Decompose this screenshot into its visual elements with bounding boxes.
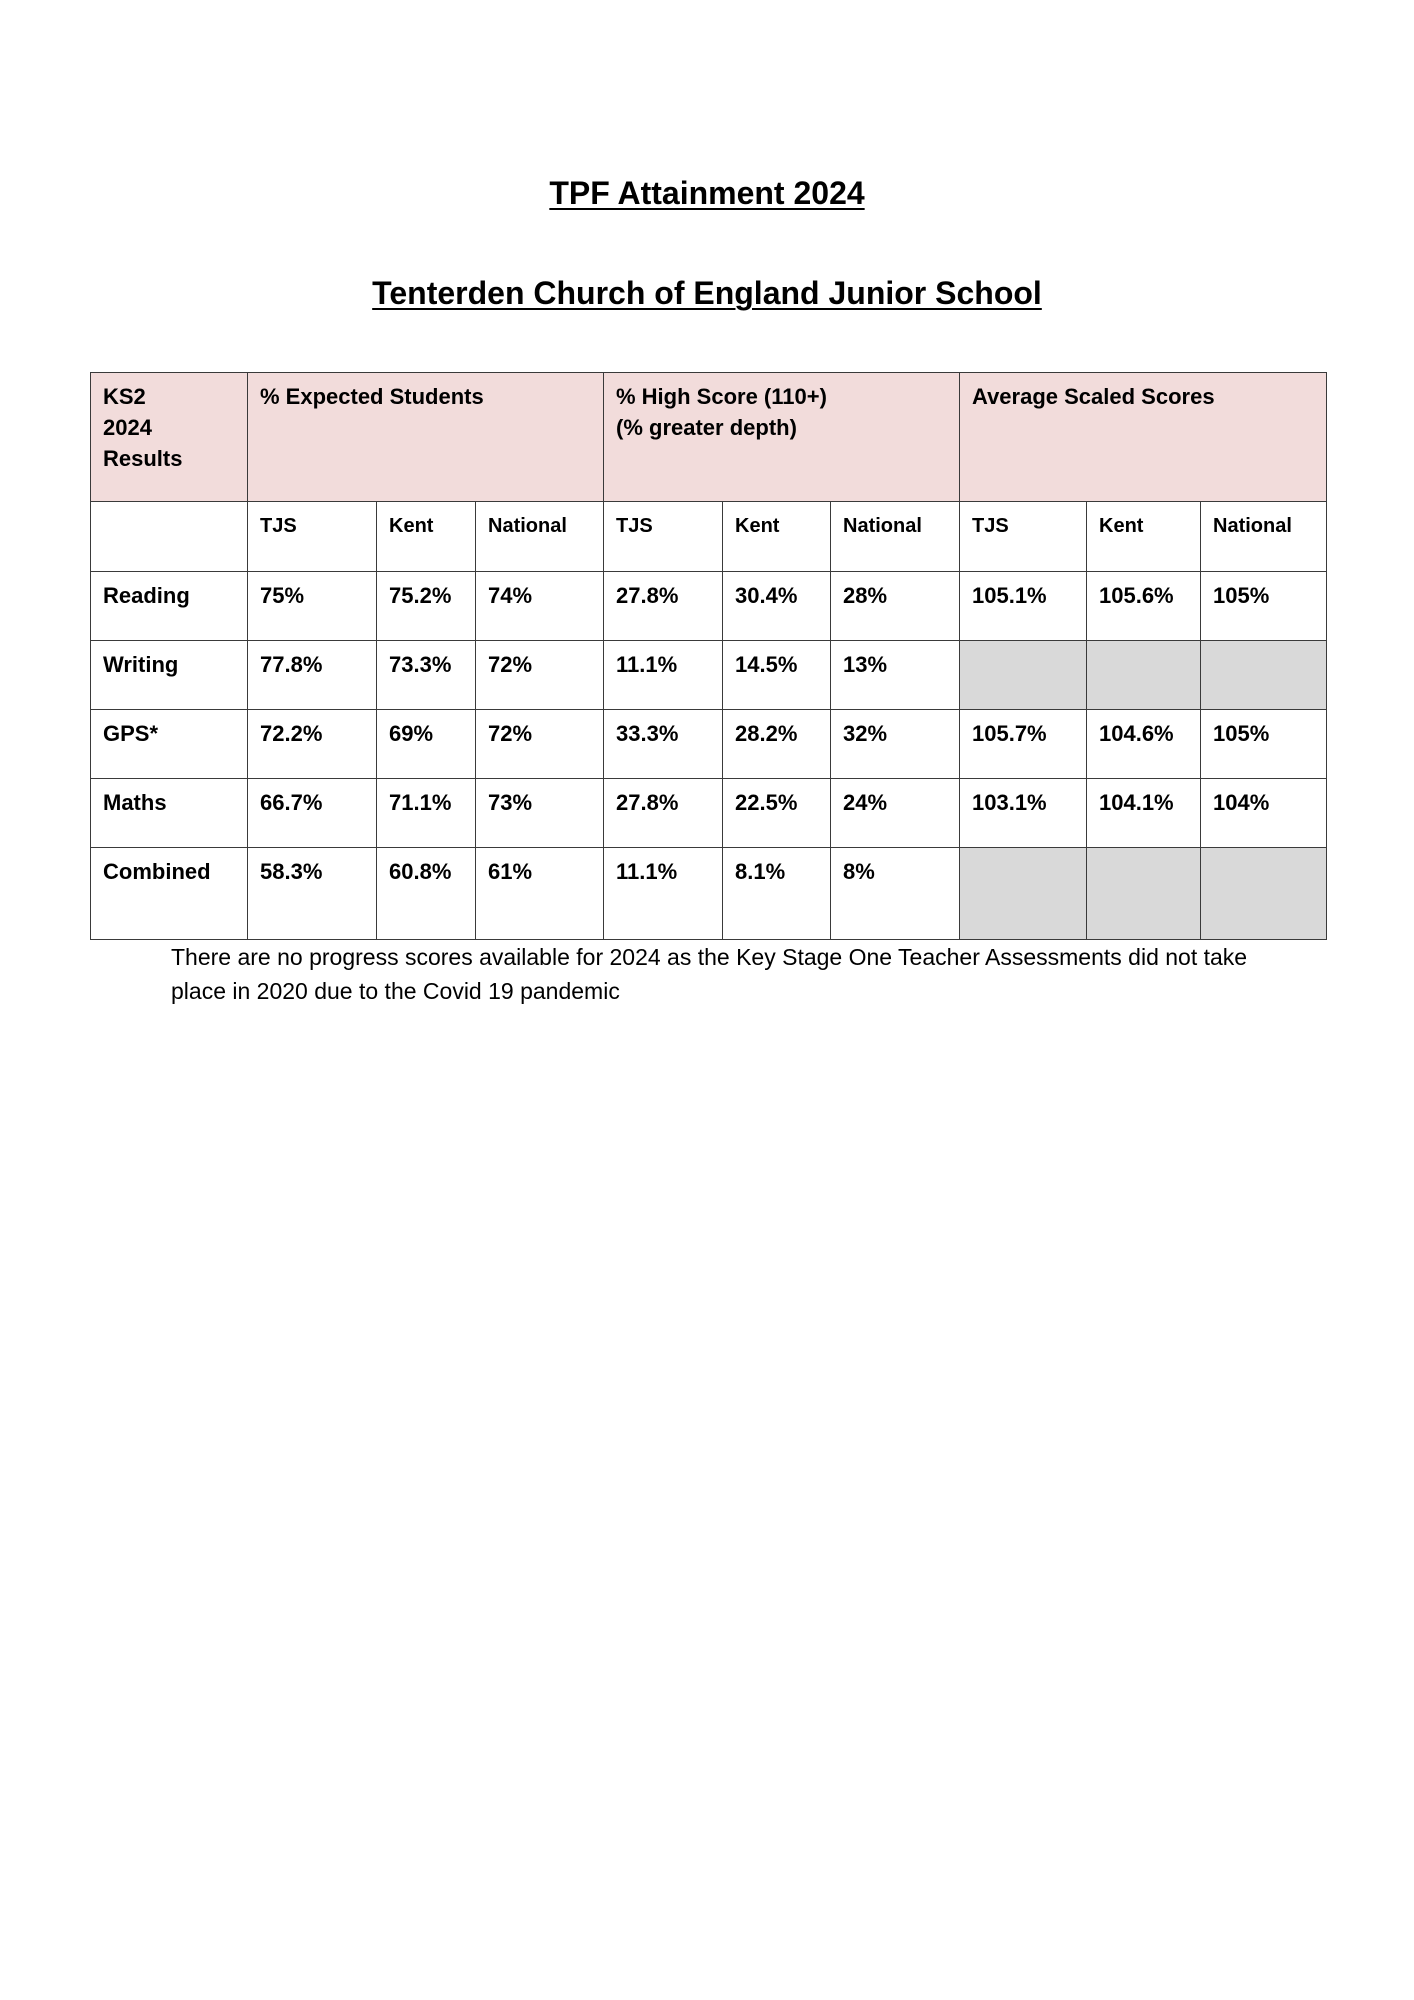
table-cell: 66.7% <box>248 779 377 848</box>
subheader-cell: National <box>476 502 604 572</box>
table-cell: 75% <box>248 572 377 641</box>
header-row <box>91 373 1327 502</box>
table-cell: 28.2% <box>723 710 831 779</box>
table-row-gps <box>91 710 1327 779</box>
table-cell: 72.2% <box>248 710 377 779</box>
table-row-writing <box>91 641 1327 710</box>
table-cell: 75.2% <box>377 572 476 641</box>
table-cell: 105% <box>1201 710 1327 779</box>
table-cell: 105.6% <box>1087 572 1201 641</box>
empty-cell <box>1087 848 1201 940</box>
school-name: Tenterden Church of England Junior School <box>372 275 1042 311</box>
table-cell: 71.1% <box>377 779 476 848</box>
table-row-combined <box>91 848 1327 940</box>
table-cell: 69% <box>377 710 476 779</box>
subheader-cell: Kent <box>1087 502 1201 572</box>
table-cell: 11.1% <box>604 641 723 710</box>
group-header-high-score: % High Score (110+) (% greater depth) <box>604 373 960 502</box>
empty-cell <box>1201 848 1327 940</box>
table-cell: 61% <box>476 848 604 940</box>
row-label: Writing <box>91 641 248 710</box>
table-cell: 13% <box>831 641 960 710</box>
row-label: Maths <box>91 779 248 848</box>
empty-cell <box>1087 641 1201 710</box>
table-cell: 28% <box>831 572 960 641</box>
row-label: Combined <box>91 848 248 940</box>
subheader-cell: Kent <box>377 502 476 572</box>
subheader-cell: TJS <box>604 502 723 572</box>
corner-label: KS2 2024 Results <box>91 373 248 502</box>
table-cell: 60.8% <box>377 848 476 940</box>
subheader-cell: Kent <box>723 502 831 572</box>
table-cell: 105.1% <box>960 572 1087 641</box>
table-cell: 104% <box>1201 779 1327 848</box>
subheader-cell: National <box>831 502 960 572</box>
table-cell: 30.4% <box>723 572 831 641</box>
empty-cell <box>960 848 1087 940</box>
table-cell: 77.8% <box>248 641 377 710</box>
table-row-reading <box>91 572 1327 641</box>
group-header-scaled-scores: Average Scaled Scores <box>960 373 1327 502</box>
empty-cell <box>960 641 1087 710</box>
table-cell: 58.3% <box>248 848 377 940</box>
table-cell: 103.1% <box>960 779 1087 848</box>
table-cell: 14.5% <box>723 641 831 710</box>
table-cell: 72% <box>476 641 604 710</box>
footnote: There are no progress scores available for 2024 as the Key Stage One Teacher Assessments did not take place in 2020 due to the Covid 19 pandemic <box>171 944 1248 1004</box>
table-cell: 32% <box>831 710 960 779</box>
table-cell: 27.8% <box>604 779 723 848</box>
subheader-cell: National <box>1201 502 1327 572</box>
table-row-maths <box>91 779 1327 848</box>
table-cell: 27.8% <box>604 572 723 641</box>
table-cell: 104.1% <box>1087 779 1201 848</box>
table-cell: 8.1% <box>723 848 831 940</box>
subheader-blank <box>91 502 248 572</box>
table-cell: 33.3% <box>604 710 723 779</box>
document-title: TPF Attainment 2024 <box>549 175 865 211</box>
table-cell: 105.7% <box>960 710 1087 779</box>
table-cell: 8% <box>831 848 960 940</box>
group-header-expected: % Expected Students <box>248 373 604 502</box>
table-cell: 104.6% <box>1087 710 1201 779</box>
table-cell: 73.3% <box>377 641 476 710</box>
table-cell: 24% <box>831 779 960 848</box>
table-cell: 11.1% <box>604 848 723 940</box>
row-label: Reading <box>91 572 248 641</box>
table-cell: 105% <box>1201 572 1327 641</box>
table-cell: 22.5% <box>723 779 831 848</box>
results-table <box>90 372 1327 940</box>
table-cell: 73% <box>476 779 604 848</box>
table-cell: 72% <box>476 710 604 779</box>
subheader-row <box>91 502 1327 572</box>
subheader-cell: TJS <box>960 502 1087 572</box>
empty-cell <box>1201 641 1327 710</box>
subheader-cell: TJS <box>248 502 377 572</box>
row-label: GPS* <box>91 710 248 779</box>
table-cell: 74% <box>476 572 604 641</box>
